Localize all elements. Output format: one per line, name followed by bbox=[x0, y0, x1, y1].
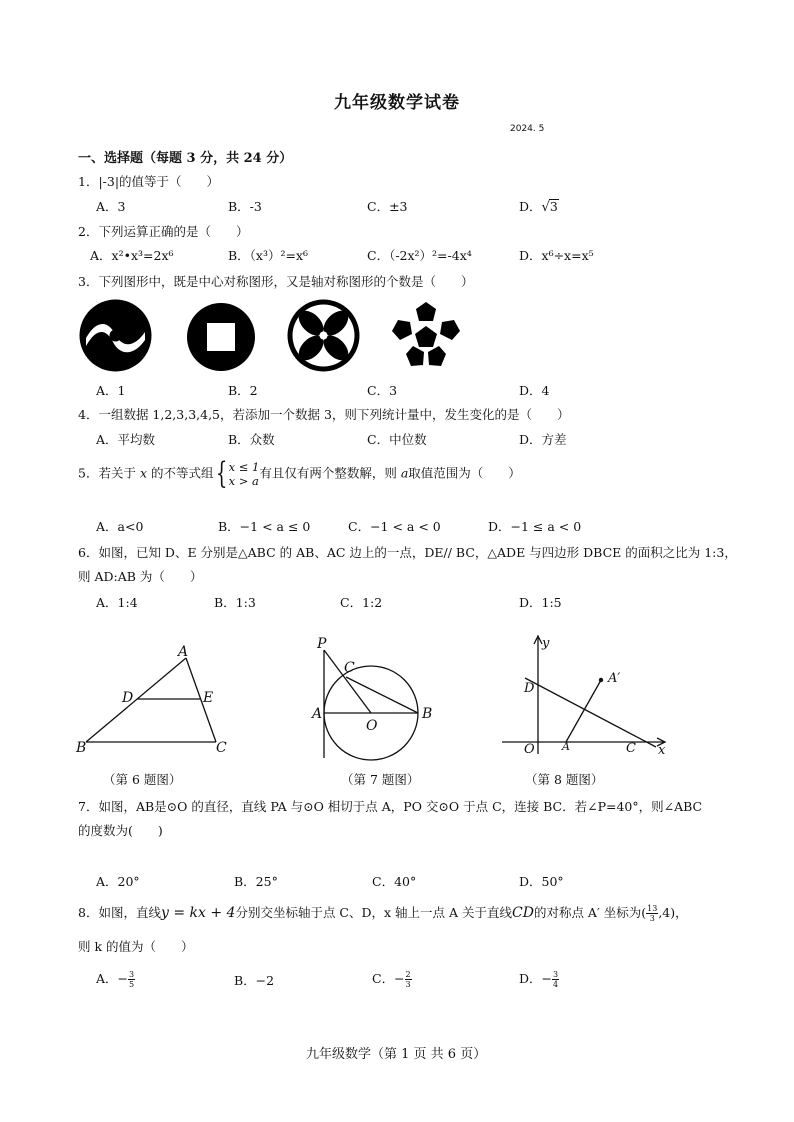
label-y: y bbox=[542, 636, 550, 651]
label-A: A bbox=[312, 706, 323, 722]
label-C: C bbox=[626, 741, 636, 756]
label-x: x bbox=[658, 743, 666, 758]
q4-option-b: B．众数 bbox=[228, 432, 275, 447]
label-B: B bbox=[422, 706, 433, 722]
label-C: C bbox=[344, 660, 355, 676]
q5-option-b: B．−1 < a ≤ 0 bbox=[218, 519, 311, 534]
four-petal-symbol bbox=[286, 298, 361, 373]
q6-option-d: D．1:5 bbox=[519, 595, 562, 610]
q1-option-c: C．±3 bbox=[367, 199, 408, 214]
q1-option-a: A．3 bbox=[96, 199, 126, 214]
question-6-line1: 6．如图，已知 D、E 分别是△ABC 的 AB、AC 边上的一点，DE// BC，△ADE 与四边形 DBCE 的面积之比为 1:3， bbox=[78, 545, 737, 560]
section-heading: 一、选择题（每题 3 分，共 24 分） bbox=[78, 151, 293, 166]
label-A: A bbox=[562, 740, 570, 753]
pentagon-flower-symbol bbox=[386, 298, 466, 373]
q2-option-d: D．x⁶÷x=x⁵ bbox=[519, 248, 594, 263]
label-O: O bbox=[524, 742, 535, 757]
question-8-line2: 则 k 的值为（ ） bbox=[78, 939, 194, 954]
q8-option-c: C．− $\frac{2}{3}$ bbox=[372, 970, 411, 989]
figure-7-caption: （第 7 题图） bbox=[341, 772, 420, 787]
label-D: D bbox=[524, 681, 535, 696]
q4-option-d: D．方差 bbox=[519, 432, 567, 447]
question-7-line1: 7．如图，AB是⊙O 的直径，直线 PA 与⊙O 相切于点 A，PO 交⊙O 于点 C，连接 BC．若∠P=40°，则∠ABC bbox=[78, 799, 703, 814]
q1-option-d: D．√3 bbox=[519, 199, 558, 215]
label-B: B bbox=[76, 740, 87, 756]
q8-option-d: D．− $\frac{3}{4}$ bbox=[519, 970, 559, 989]
coin-symbol bbox=[186, 302, 256, 372]
q7-option-c: C．40° bbox=[372, 874, 417, 889]
line-equation: y = kx + 4 bbox=[160, 905, 236, 921]
label-O: O bbox=[366, 718, 378, 734]
line-cd: CD bbox=[512, 905, 534, 921]
question-1 bbox=[78, 172, 219, 190]
question-2: 2．下列运算正确的是（ ） bbox=[78, 224, 249, 239]
figure-8-caption: （第 8 题图） bbox=[525, 772, 604, 787]
question-7-line2: 的度数为( ) bbox=[78, 823, 163, 838]
q2-option-b: B．（x³）²=x⁶ bbox=[228, 248, 309, 263]
page-title: 九年级数学试卷 bbox=[334, 93, 460, 113]
q8-option-a: A．− $\frac{3}{5}$ bbox=[96, 970, 135, 989]
inequality-system: x ≤ 1 x > a bbox=[228, 460, 260, 488]
variable-a: a bbox=[400, 465, 409, 481]
q1-option-b: B．-3 bbox=[228, 199, 262, 214]
q5-option-a: A．a<0 bbox=[96, 519, 144, 534]
q4-option-a: A．平均数 bbox=[96, 432, 156, 447]
q5-option-d: D．−1 ≤ a < 0 bbox=[488, 519, 582, 534]
question-5: 5．若关于 x 的不等式组{ x ≤ 1 x > a 有且仅有两个整数解，则 a取值范围为（ ） bbox=[78, 456, 521, 491]
q3-option-b: B．2 bbox=[228, 383, 258, 398]
q5-option-c: C．−1 < a < 0 bbox=[348, 519, 441, 534]
q2-option-a: A．x²•x³=2x⁶ bbox=[90, 248, 174, 263]
label-D: D bbox=[122, 690, 134, 706]
fraction-13-3: $\frac{13}{3}$ bbox=[647, 904, 658, 923]
question-number: 1． bbox=[78, 174, 99, 189]
q7-option-a: A．20° bbox=[96, 874, 140, 889]
taiji-wave-symbol bbox=[78, 298, 153, 373]
q3-option-c: C．3 bbox=[367, 383, 398, 398]
q7-option-d: D．50° bbox=[519, 874, 564, 889]
q4-option-c: C．中位数 bbox=[367, 432, 427, 447]
q3-option-d: D．4 bbox=[519, 383, 550, 398]
figure-6-caption: （第 6 题图） bbox=[103, 772, 182, 787]
figure-8-coordinates bbox=[498, 630, 678, 760]
q6-option-a: A．1:4 bbox=[96, 595, 138, 610]
q3-option-a: A．1 bbox=[96, 383, 126, 398]
label-A: A bbox=[178, 644, 189, 660]
variable-x: x bbox=[139, 465, 147, 481]
brace: { bbox=[215, 456, 227, 491]
exam-date: 2024. 5 bbox=[510, 124, 545, 134]
q2-option-c: C．（-2x²）²=-4x⁴ bbox=[367, 248, 472, 263]
question-8-line1: 8．如图，直线y = kx + 4分别交坐标轴于点 C、D，x 轴上一点 A 关于直线CD的对称点 A′ 坐标为( $\frac{13}{3}$ ,4)， bbox=[78, 904, 688, 923]
q7-option-b: B．25° bbox=[234, 874, 278, 889]
question-6-line2: 则 AD:AB 为（ ） bbox=[78, 569, 203, 584]
q8-option-b: B．−2 bbox=[234, 973, 275, 988]
question-4: 4．一组数据 1,2,3,3,4,5，若添加一个数据 3，则下列统计量中，发生变化的是（ ） bbox=[78, 407, 570, 422]
q6-option-b: B．1:3 bbox=[214, 595, 256, 610]
sqrt-value: 3 bbox=[549, 199, 558, 214]
figure-6-triangle bbox=[74, 640, 244, 760]
question-3: 3．下列图形中，既是中心对称图形，又是轴对称图形的个数是（ ） bbox=[78, 274, 474, 289]
label-C: C bbox=[216, 740, 227, 756]
figure-7-circle bbox=[308, 632, 448, 762]
label-A-prime: A′ bbox=[608, 671, 621, 686]
question-stem: |-3|的值等于（ ） bbox=[98, 174, 220, 189]
label-E: E bbox=[203, 690, 214, 706]
label-P: P bbox=[317, 636, 327, 652]
q6-option-c: C．1:2 bbox=[340, 595, 383, 610]
page-footer: 九年级数学（第 1 页 共 6 页） bbox=[306, 1047, 487, 1062]
